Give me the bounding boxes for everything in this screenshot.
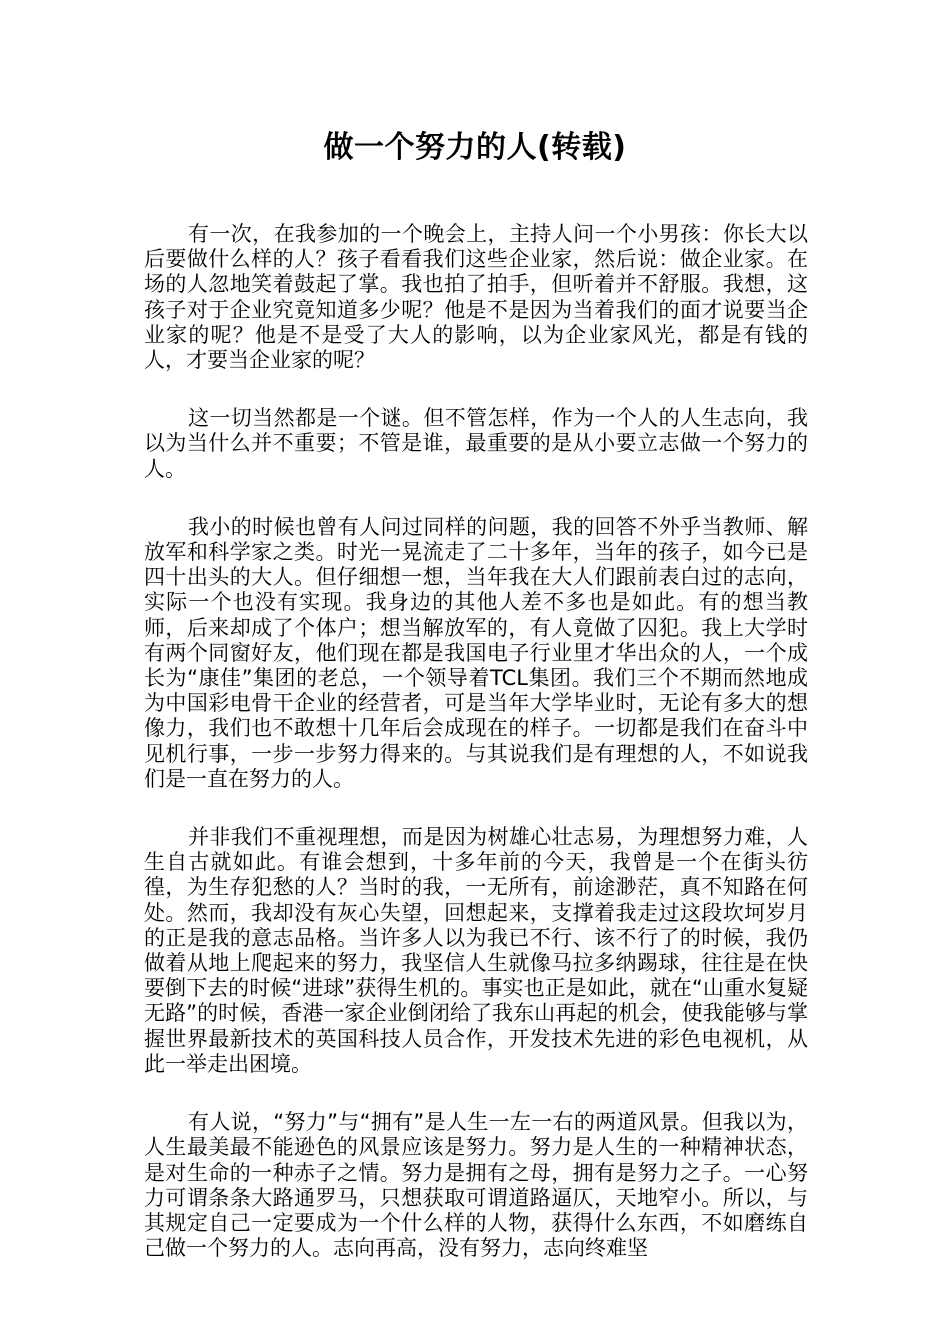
paragraph-5: 有人说，“努力”与“拥有”是人生一左一右的两道风景。但我以为，人生最美最不能逊色的风景应该是努力。努力是人生的一种精神状态，是对生命的一种赤子之情。努力是拥有之母，拥有是努力之子。一心努力可谓条条大路通罗马，只想获取可谓道路逼仄，天地窄小。所以，与其规定自己一定要成为一个什么样的人物，获得什么东西，不如磨练自己做一个努力的人。志向再高，没有努力，志向终难坚 xyxy=(144,1110,808,1261)
paragraph-1: 有一次，在我参加的一个晚会上，主持人问一个小男孩：你长大以后要做什么样的人？孩子看看我们这些企业家，然后说：做企业家。在场的人忽地笑着鼓起了掌。我也拍了拍手，但听着并不舒服。我想，这孩子对于企业究竟知道多少呢？他是不是因为当着我们的面才说要当企业家的呢？他是不是受了大人的影响，以为企业家风光，都是有钱的人，才要当企业家的呢？ xyxy=(144,222,808,373)
paragraph-2: 这一切当然都是一个谜。但不管怎样，作为一个人的人生志向，我以为当什么并不重要；不管是谁，最重要的是从小要立志做一个努力的人。 xyxy=(144,406,808,481)
document-title: 做一个努力的人(转载) xyxy=(323,130,627,165)
paragraph-4: 并非我们不重视理想，而是因为树雄心壮志易，为理想努力难，人生自古就如此。有谁会想到，十多年前的今天，我曾是一个在街头彷徨，为生存犯愁的人？当时的我，一无所有，前途渺茫，真不知路在何处。然而，我却没有灰心失望，回想起来，支撑着我走过这段坎坷岁月的正是我的意志品格。当许多人以为我已不行、该不行了的时候，我仍做着从地上爬起来的努力，我坚信人生就像马拉多纳踢球，往往是在快要倒下去的时候“进球”获得生机的。事实也正是如此，就在“山重水复疑无路”的时候，香港一家企业倒闭给了我东山再起的机会，使我能够与掌握世界最新技术的英国科技人员合作，开发技术先进的彩色电视机，从此一举走出困境。 xyxy=(144,825,808,1076)
paragraph-3: 我小的时候也曾有人问过同样的问题，我的回答不外乎当教师、解放军和科学家之类。时光一晃流走了二十多年，当年的孩子，如今已是四十出头的大人。但仔细想一想，当年我在大人们跟前表白过的志向，实际一个也没有实现。我身边的其他人差不多也是如此。有的想当教师，后来却成了个体户；想当解放军的，有人竟做了囚犯。我上大学时有两个同窗好友，他们现在都是我国电子行业里才华出众的人，一个成长为“康佳”集团的老总，一个领导着TCL集团。我们三个不期而然地成为中国彩电骨干企业的经营者，可是当年大学毕业时，无论有多大的想像力，我们也不敢想十几年后会成现在的样子。一切都是我们在奋斗中见机行事，一步一步努力得来的。与其说我们是有理想的人，不如说我们是一直在努力的人。 xyxy=(144,514,808,791)
document-body xyxy=(144,222,808,1294)
